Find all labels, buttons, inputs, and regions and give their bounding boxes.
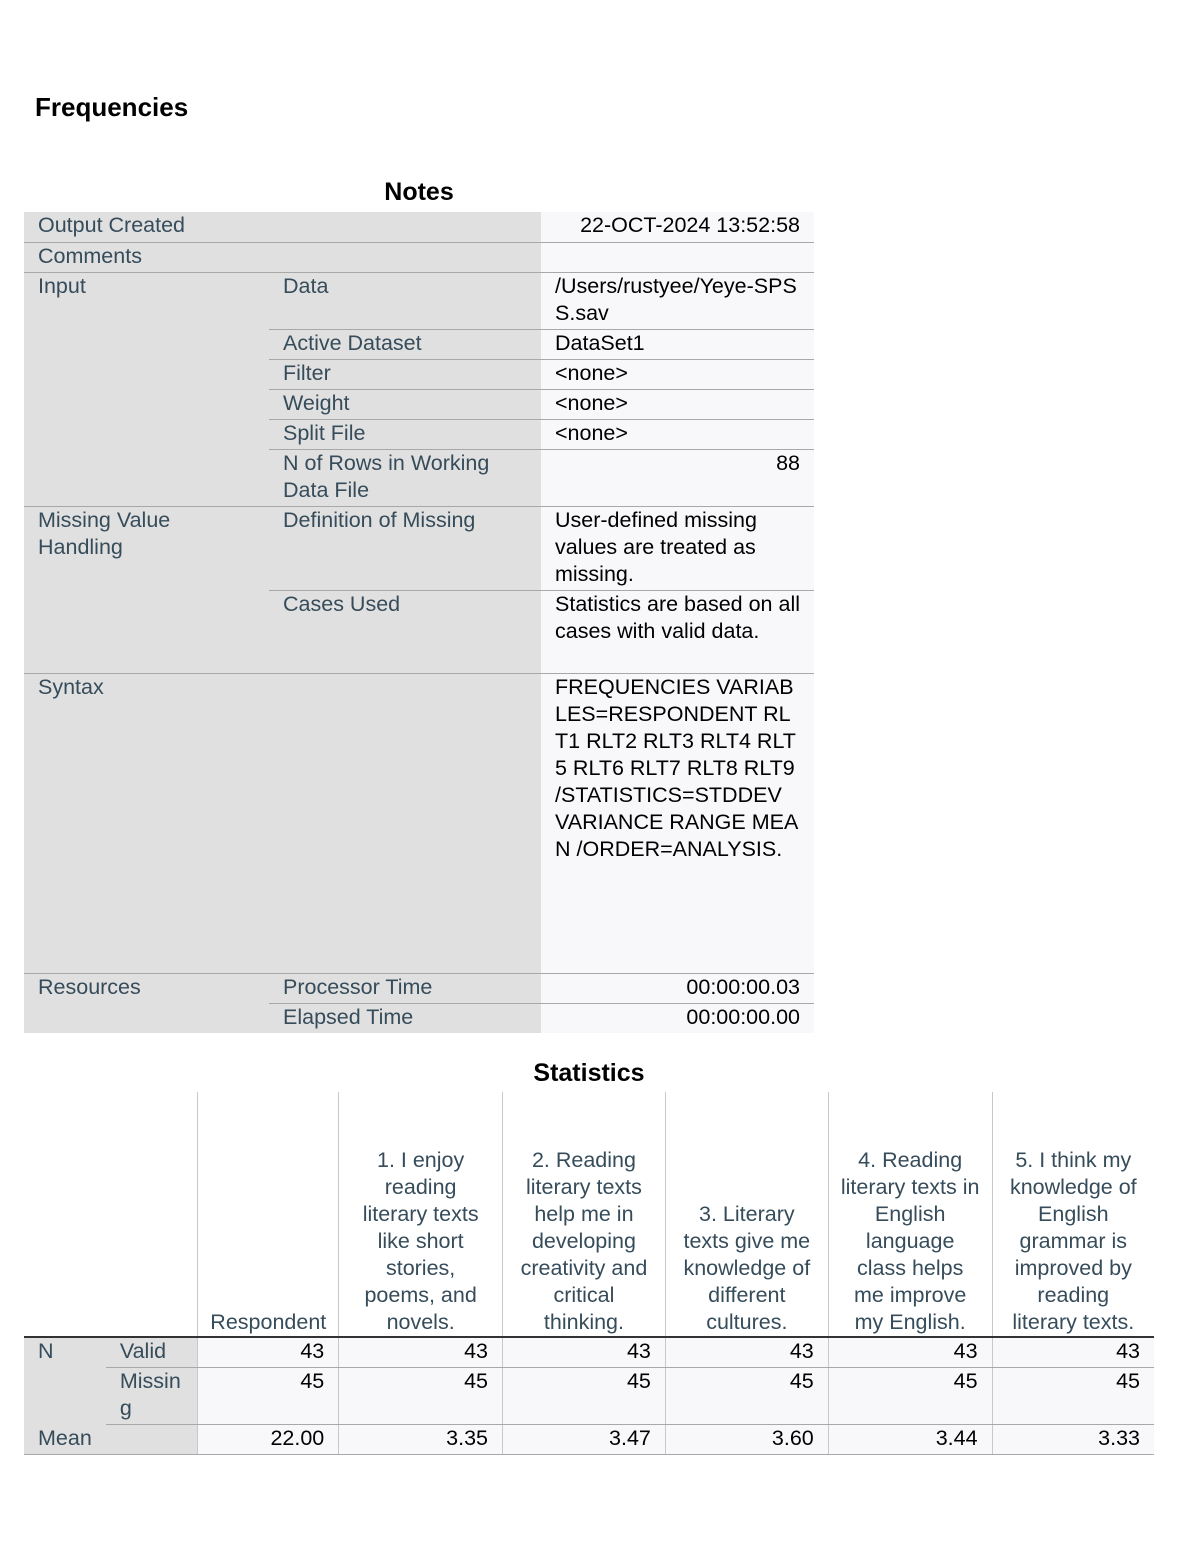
- n-rows-value: 88: [541, 449, 814, 506]
- missing-value: 45: [339, 1367, 503, 1424]
- syntax-label: Syntax: [24, 673, 541, 973]
- column-header: Respondent: [198, 1092, 339, 1337]
- mean-value: 3.35: [339, 1424, 503, 1454]
- comments-label: Comments: [24, 242, 541, 272]
- filter-label: Filter: [269, 359, 541, 389]
- output-created-value: 22-OCT-2024 13:52:58: [541, 212, 814, 242]
- statistics-title: Statistics: [533, 1059, 645, 1087]
- missing-value: 45: [828, 1367, 992, 1424]
- n-label: N: [24, 1337, 106, 1424]
- page-heading: Frequencies: [35, 92, 189, 122]
- comments-value: [541, 242, 814, 272]
- mean-value: 3.33: [992, 1424, 1154, 1454]
- mean-value: 3.60: [665, 1424, 828, 1454]
- valid-value: 43: [828, 1337, 992, 1367]
- split-file-value: <none>: [541, 419, 814, 449]
- weight-value: <none>: [541, 389, 814, 419]
- valid-label: Valid: [106, 1337, 198, 1367]
- valid-value: 43: [665, 1337, 828, 1367]
- output-created-label: Output Created: [24, 212, 541, 242]
- mean-value: 22.00: [198, 1424, 339, 1454]
- resources-label: Resources: [24, 973, 269, 1033]
- definition-missing-label: Definition of Missing: [269, 506, 541, 590]
- syntax-value: FREQUENCIES VARIABLES=RESPONDENT RLT1 RLT2 RLT3 RLT4 RLT5 RLT6 RLT7 RLT8 RLT9 /STATISTICS=STDDEV VARIANCE RANGE MEAN /ORDER=ANALYSIS.: [541, 673, 814, 973]
- valid-value: 43: [198, 1337, 339, 1367]
- column-header: 3. Literary texts give me knowledge of different cultures.: [665, 1092, 828, 1337]
- missing-value: 45: [503, 1367, 666, 1424]
- weight-label: Weight: [269, 389, 541, 419]
- elapsed-time-value: 00:00:00.00: [541, 1003, 814, 1033]
- column-header: 4. Reading literary texts in English language class helps me improve my English.: [828, 1092, 992, 1337]
- mean-value: 3.44: [828, 1424, 992, 1454]
- active-dataset-label: Active Dataset: [269, 329, 541, 359]
- valid-value: 43: [992, 1337, 1154, 1367]
- elapsed-time-label: Elapsed Time: [269, 1003, 541, 1033]
- processor-time-value: 00:00:00.03: [541, 973, 814, 1003]
- cases-used-value: Statistics are based on all cases with valid data.: [541, 590, 814, 673]
- active-dataset-value: DataSet1: [541, 329, 814, 359]
- column-header: 5. I think my knowledge of English grammar is improved by reading literary texts.: [992, 1092, 1154, 1337]
- filter-value: <none>: [541, 359, 814, 389]
- mean-value: 3.47: [503, 1424, 666, 1454]
- missing-handling-label: Missing Value Handling: [24, 506, 269, 673]
- valid-value: 43: [503, 1337, 666, 1367]
- missing-label: Missing: [106, 1367, 198, 1424]
- stats-corner: [24, 1092, 198, 1337]
- missing-value: 45: [198, 1367, 339, 1424]
- missing-value: 45: [992, 1367, 1154, 1424]
- data-value: /Users/rustyee/Yeye-SPSS.sav: [541, 272, 814, 329]
- input-label: Input: [24, 272, 269, 506]
- data-label: Data: [269, 272, 541, 329]
- statistics-table: [24, 1092, 1154, 1455]
- definition-missing-value: User-defined missing values are treated as missing.: [541, 506, 814, 590]
- missing-value: 45: [665, 1367, 828, 1424]
- processor-time-label: Processor Time: [269, 973, 541, 1003]
- split-file-label: Split File: [269, 419, 541, 449]
- mean-label: Mean: [24, 1424, 198, 1454]
- valid-value: 43: [339, 1337, 503, 1367]
- column-header: 1. I enjoy reading literary texts like short stories, poems, and novels.: [339, 1092, 503, 1337]
- cases-used-label: Cases Used: [269, 590, 541, 673]
- column-header: 2. Reading literary texts help me in developing creativity and critical thinking.: [503, 1092, 666, 1337]
- notes-title: Notes: [384, 178, 454, 206]
- notes-table: [24, 212, 814, 1033]
- n-rows-label: N of Rows in Working Data File: [269, 449, 541, 506]
